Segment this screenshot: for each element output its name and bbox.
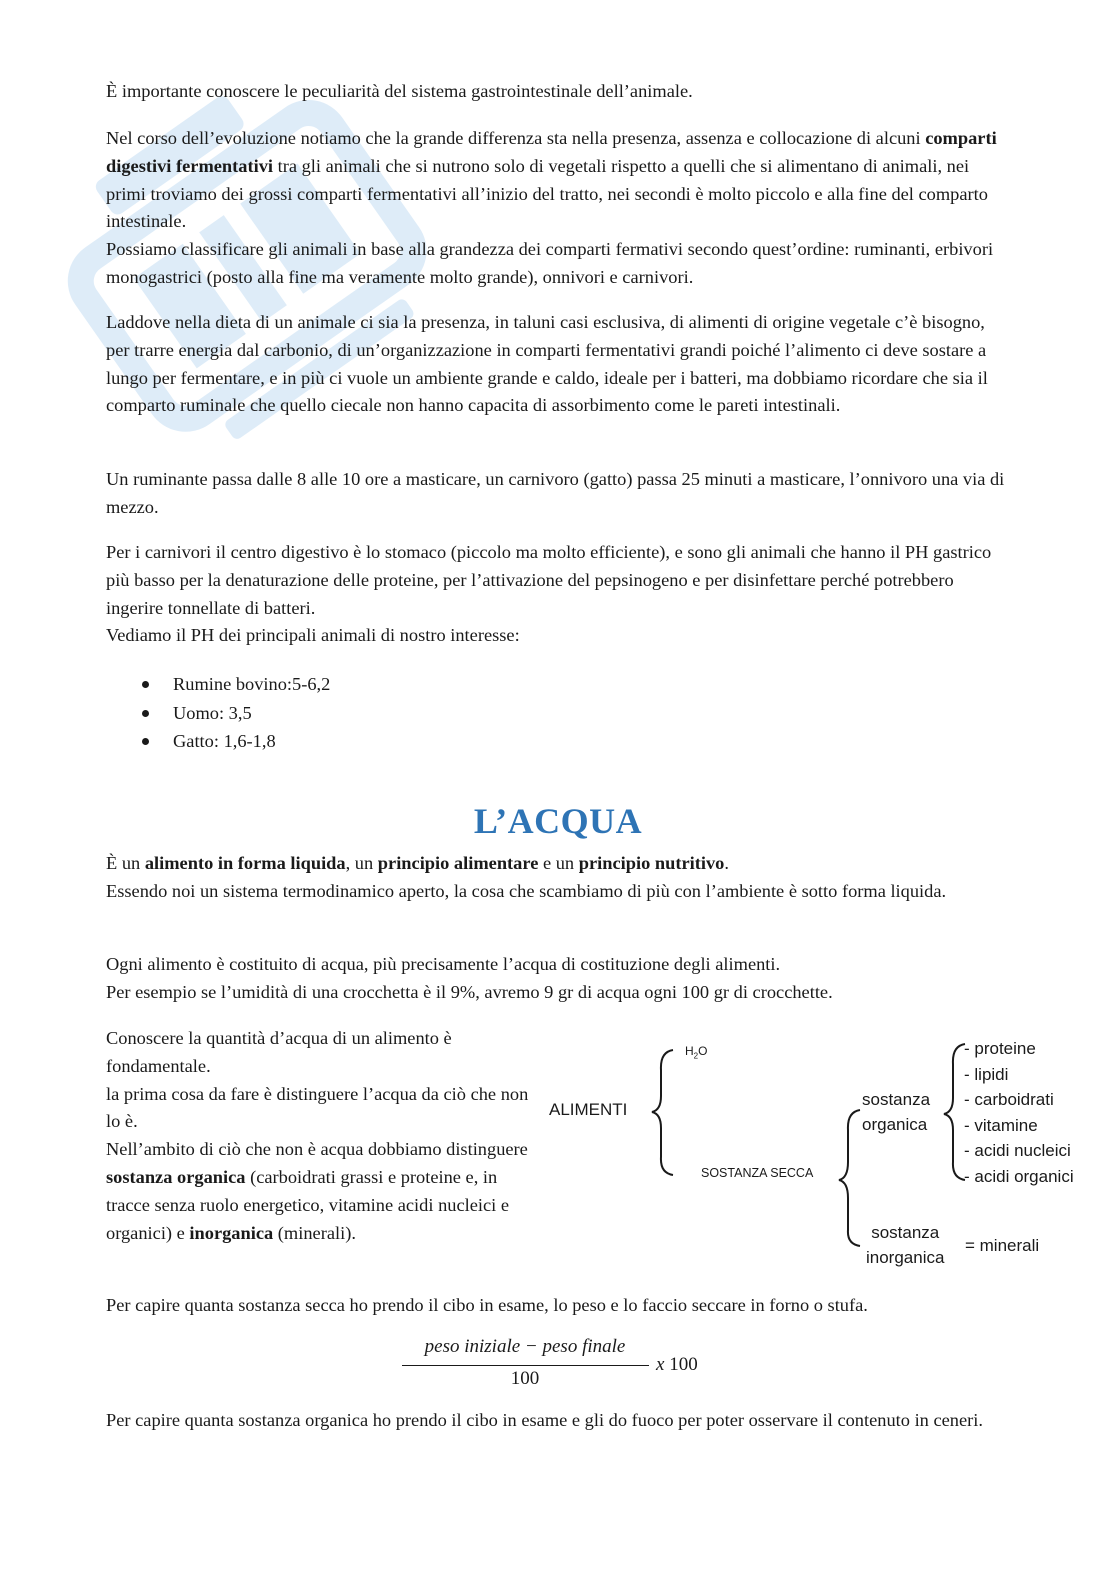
substance-paragraph xyxy=(106,1025,536,1247)
diagram-dry-label: SOSTANZA SECCA xyxy=(701,1166,814,1180)
ph-intro-text: Vediamo il PH dei principali animali di nostro interesse: xyxy=(106,625,520,646)
humidity-text-b: Per esempio se l’umidità di una crocchetta è il 9%, avremo 9 gr di acqua ogni 100 gr di crocchette. xyxy=(106,981,833,1002)
dry-matter-formula xyxy=(400,1336,720,1396)
diagram-organic-label xyxy=(862,1087,930,1137)
water-def-a: È un xyxy=(106,853,145,873)
list-item: - proteine xyxy=(964,1039,1036,1058)
list-item: Uomo: 3,5 xyxy=(106,699,706,728)
classification-text: Possiamo classificare gli animali in base alla grandezza dei comparti fermativi secondo quest’ordine: ruminanti, erbivori monogastrici (posto alla fine ma veramente molto grande), onnivori e carnivori. xyxy=(106,239,994,287)
organic-line-1: sostanza xyxy=(862,1090,931,1109)
chewing-text: Un ruminante passa dalle 8 alle 10 ore a masticare, un carnivoro (gatto) passa 25 minuti a masticare, l’onnivoro una via di mezzo. xyxy=(106,469,1005,517)
list-item: - acidi organici xyxy=(964,1166,1074,1186)
h2o-o: O xyxy=(698,1044,708,1058)
fraction-bar xyxy=(402,1365,649,1366)
evolution-bold-term: comparti digestivi fermentativi xyxy=(106,128,997,176)
organic-bold: sostanza organica xyxy=(106,1166,246,1187)
water-def-bold-1: alimento in forma liquida xyxy=(144,853,346,873)
evolution-text-c: tra gli animali che si nutrono solo di vegetali rispetto a quelli che si alimentano di animali, nei primi troviamo dei grossi comparti fermentativi all’inizio del tratto, nei secondi è molto piccolo e alla fine del comparto intestinale. xyxy=(106,155,988,232)
diagram-root-label: ALIMENTI xyxy=(549,1100,628,1119)
organic-line-2: organica xyxy=(862,1115,928,1134)
inorganic-bold: inorganica xyxy=(189,1222,274,1243)
list-item: - acidi nucleici xyxy=(964,1141,1071,1161)
vegetal-diet-paragraph xyxy=(106,309,1006,420)
intro-paragraph xyxy=(106,78,1006,106)
water-def-e: e un xyxy=(538,853,579,873)
carnivore-text: Per i carnivori il centro digestivo è lo stomaco (piccolo ma molto efficiente), e sono gli animali che hanno il PH gastrico più basso per la denaturazione delle proteine, per l’attivazione del pepsinogeno e per disinfettare perché potrebbero ingerire tonnellate di batteri. xyxy=(106,542,992,618)
substance-text-g: (minerali). xyxy=(273,1222,356,1243)
list-item: Rumine bovino:5-6,2 xyxy=(106,670,706,699)
list-item: Gatto: 1,6-1,8 xyxy=(106,727,706,756)
food-classification-diagram xyxy=(540,1030,1100,1280)
water-def-bold-3: principio nutritivo xyxy=(578,853,725,873)
formula-multiplier xyxy=(656,1354,698,1376)
organic-matter-text: Per capire quanta sostanza organica ho prendo il cibo in esame e gli do fuoco per poter osservare il contenuto in ceneri. xyxy=(106,1410,983,1430)
water-def-g: . xyxy=(724,853,729,873)
diagram-minerals-label: = minerali xyxy=(965,1236,1040,1255)
substance-text-a: Conoscere la quantità d’acqua di un alimento è fondamentale. xyxy=(106,1028,452,1076)
diagram-inorganic-label xyxy=(866,1220,944,1270)
carnivore-paragraph xyxy=(106,539,1006,650)
h2o-h: H xyxy=(685,1044,694,1058)
brace-alimenti xyxy=(652,1050,673,1175)
diagram-h2o-label xyxy=(685,1044,707,1060)
formula-denominator: 100 xyxy=(510,1368,540,1389)
vegetal-diet-text: Laddove nella dieta di un animale ci sia la presenza, in taluni casi esclusiva, di alimenti di origine vegetale c’è bisogno, per trarre energia dal carbonio, di un’organizzazione in comparti fermentativi grandi poiché l’alimento ci deve sostare a lungo per fermentare, e in più ci vuole un ambiente grande e caldo, ideale per i batteri, ma dobbiamo ricordare che sia il comparto ruminale che quello ciecale non hanno capacita di assorbimento come le pareti intestinali. xyxy=(106,312,988,416)
formula-numerator: peso iniziale − peso finale xyxy=(424,1336,626,1357)
humidity-paragraph xyxy=(106,951,1006,1007)
diagram-organic-items xyxy=(964,1036,1074,1190)
list-item: - vitamine xyxy=(964,1115,1038,1135)
section-title: L’ACQUA xyxy=(473,801,643,841)
h2o-sub: 2 xyxy=(693,1051,699,1061)
dry-matter-text: Per capire quanta sostanza secca ho prendo il cibo in esame, lo peso e lo faccio seccare in forno o stufa. xyxy=(106,1295,868,1315)
substance-text-e: (carboidrati grassi e proteine e, in tracce senza ruolo energetico, vitamine acidi nucleici e organici) e xyxy=(106,1166,510,1243)
water-def-c: , un xyxy=(345,853,378,873)
intro-text: È importante conoscere le peculiarità del sistema gastrointestinale dell’animale. xyxy=(106,81,693,101)
substance-text-c: Nell’ambito di ciò che non è acqua dobbiamo distinguere xyxy=(106,1139,528,1160)
dry-matter-paragraph xyxy=(106,1292,1006,1320)
inorganic-line-2: inorganica xyxy=(866,1248,945,1267)
evolution-text-a: Nel corso dell’evoluzione notiamo che la grande differenza sta nella presenza, assenza e collocazione di alcuni xyxy=(106,128,926,148)
multiplier-x: x xyxy=(656,1354,665,1375)
substance-text-b: la prima cosa da fare è distinguere l’acqua da ciò che non lo è. xyxy=(106,1083,529,1132)
organic-matter-paragraph xyxy=(106,1407,1006,1435)
water-definition-paragraph xyxy=(106,850,1006,906)
list-item: - lipidi xyxy=(964,1064,1009,1084)
inorganic-line-1: sostanza xyxy=(871,1223,940,1242)
ph-list xyxy=(106,670,706,756)
list-item: - carboidrati xyxy=(964,1090,1054,1110)
water-def-bold-2: principio alimentare xyxy=(377,853,539,873)
thermodynamic-text: Essendo noi un sistema termodinamico aperto, la cosa che scambiamo di più con l’ambiente è sotto forma liquida. xyxy=(106,880,947,901)
chewing-paragraph xyxy=(106,466,1006,522)
evolution-paragraph xyxy=(106,125,1006,292)
brace-sostanza-secca xyxy=(839,1110,860,1246)
humidity-text-a: Ogni alimento è costituito di acqua, più precisamente l’acqua di costituzione degli alimenti. xyxy=(106,954,781,974)
multiplier-value: 100 xyxy=(669,1354,698,1375)
brace-organica xyxy=(944,1044,965,1180)
